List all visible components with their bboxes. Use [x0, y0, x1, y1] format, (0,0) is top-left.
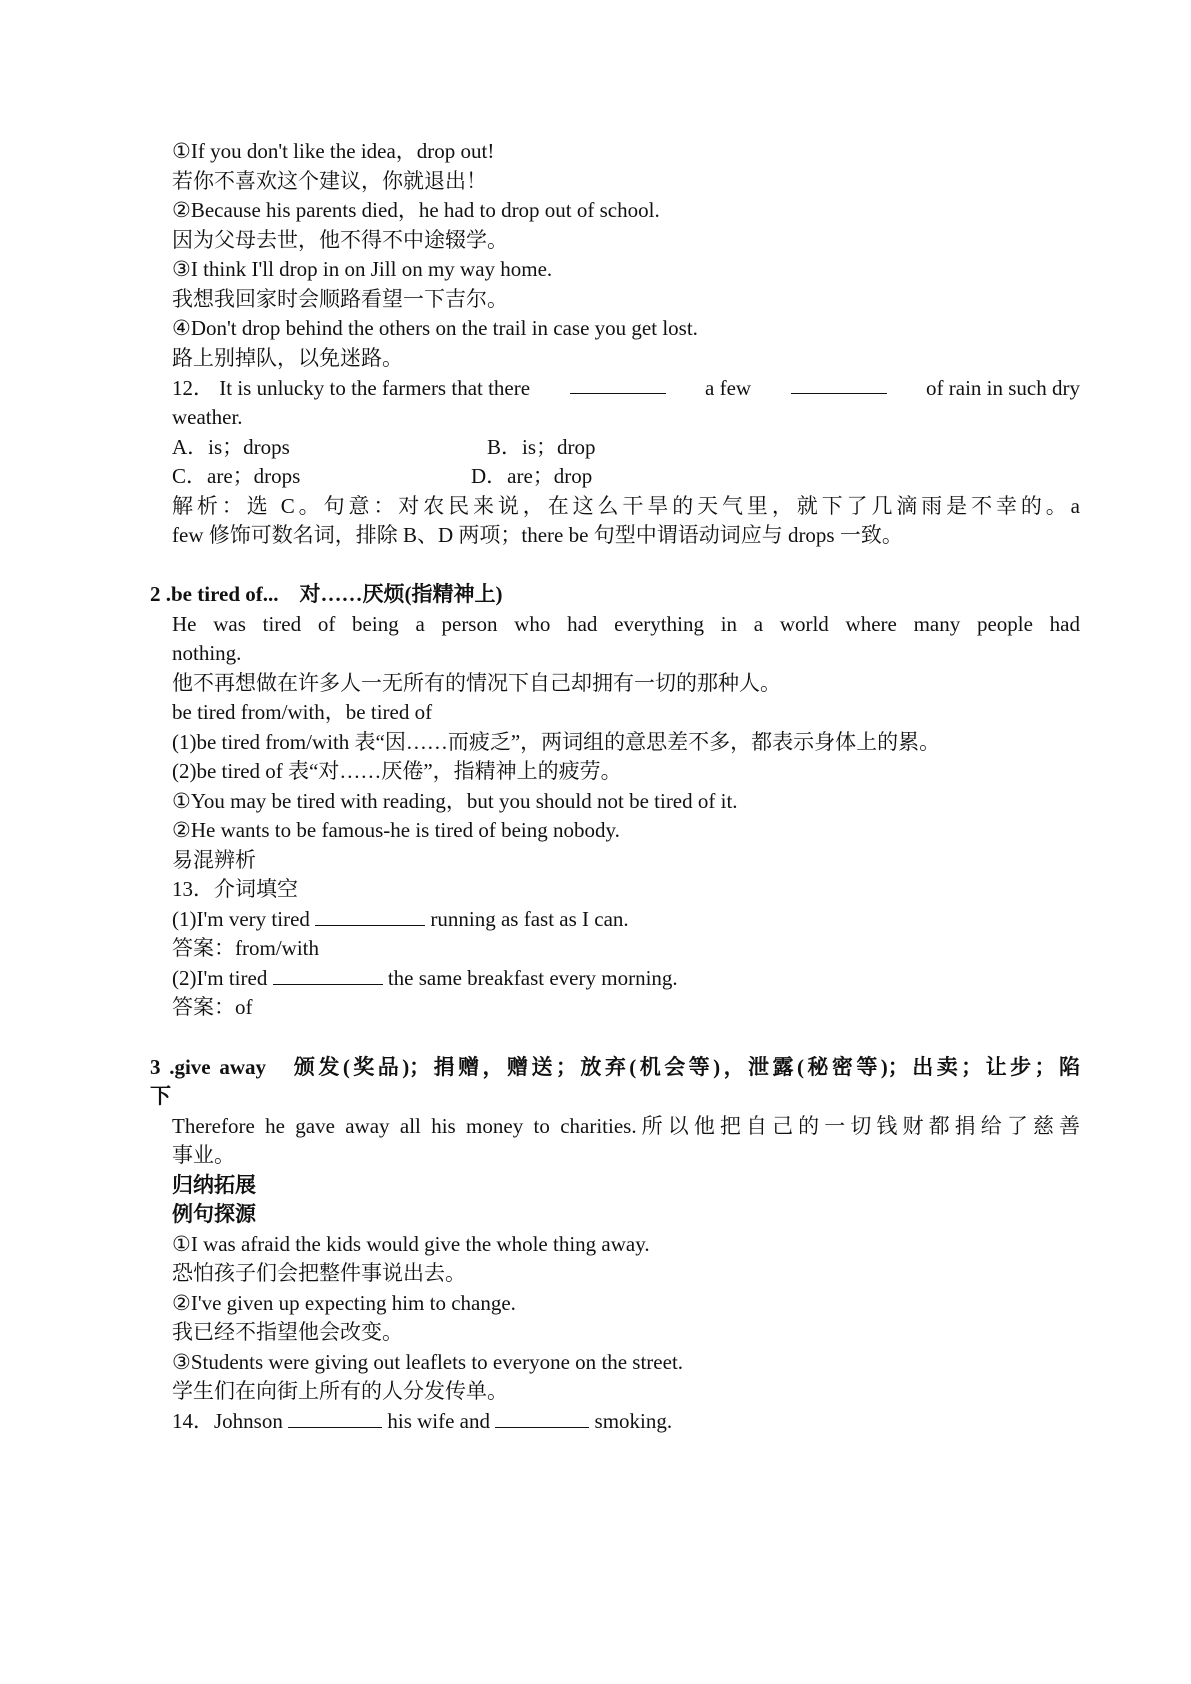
section-2-heading: 2 .be tired of... 对……厌烦(指精神上): [150, 582, 503, 606]
s2-example-en-line2: nothing.: [172, 641, 242, 665]
q13-2-after: the same breakfast every morning.: [387, 966, 678, 990]
q13-item-2: [172, 963, 1080, 993]
s3-example-1-zh: 恐怕孩子们会把整件事说出去。: [172, 1261, 466, 1285]
q13-1-blank: [315, 905, 425, 926]
s2-label: 易混辨析: [172, 848, 256, 872]
q14-part2: his wife and: [387, 1409, 491, 1433]
q12-analysis-line1: 解析：选 C。句意：对农民来说，在这么干旱的天气里，就下了几滴雨是不幸的。a: [172, 494, 1080, 518]
q14-part1: 14．Johnson: [172, 1409, 283, 1433]
q13-2-answer: 答案：of: [172, 995, 253, 1019]
example-4-zh: 路上别掉队，以免迷路。: [172, 346, 403, 370]
s3-example-3-en: ③Students were giving out leaflets to everyone on the street.: [172, 1350, 684, 1374]
example-1-en: ①If you don't like the idea，drop out!: [172, 139, 495, 163]
section-3-heading-line2: 下: [150, 1084, 171, 1108]
q14-blank-1: [288, 1407, 382, 1428]
example-3-zh: 我想我回家时会顺路看望一下吉尔。: [172, 287, 508, 311]
q13-2-before: (2)I'm tired: [172, 966, 268, 990]
s2-note-1: (1)be tired from/with 表“因……而疲乏”，两词组的意思差不多，都表示身体上的累。: [172, 730, 941, 754]
s3-label-1: 归纳拓展: [172, 1173, 256, 1197]
question-12-stem: [172, 373, 1080, 403]
q12-part2: a few: [705, 376, 752, 400]
q12-option-a: A．is；drops: [172, 435, 290, 459]
q12-option-d: D．are；drop: [471, 464, 593, 488]
s3-example-2-en: ②I've given up expecting him to change.: [172, 1291, 516, 1315]
example-2-zh: 因为父母去世，他不得不中途辍学。: [172, 228, 508, 252]
q14-part3: smoking.: [594, 1409, 673, 1433]
example-4-en: ④Don't drop behind the others on the trail in case you get lost.: [172, 316, 698, 340]
s3-label-2: 例句探源: [172, 1202, 256, 1226]
s2-compare: be tired from/with，be tired of: [172, 700, 433, 724]
q14-blank-2: [495, 1407, 589, 1428]
q12-blank-2: [791, 373, 887, 394]
question-13-title: 13．介词填空: [172, 877, 298, 901]
question-14: [172, 1406, 1080, 1436]
example-1-zh: 若你不喜欢这个建议，你就退出！: [172, 169, 487, 193]
s3-example-1-en: ①I was afraid the kids would give the whole thing away.: [172, 1232, 650, 1256]
s2-note-2: (2)be tired of 表“对……厌倦”，指精神上的疲劳。: [172, 759, 622, 783]
question-12-stem-line2: weather.: [172, 405, 243, 429]
s2-example-zh: 他不再想做在许多人一无所有的情况下自己却拥有一切的那种人。: [172, 671, 781, 695]
q13-1-before: (1)I'm very tired: [172, 907, 310, 931]
example-2-en: ②Because his parents died，he had to drop out of school.: [172, 198, 660, 222]
q12-part1: 12． It is unlucky to the farmers that there: [172, 376, 531, 400]
s3-example-3-zh: 学生们在向街上所有的人分发传单。: [172, 1379, 508, 1403]
q13-1-after: running as fast as I can.: [430, 907, 629, 931]
q12-blank-1: [570, 373, 666, 394]
section-3-heading-line1: 3 .give away 颁发(奖品)；捐赠，赠送；放弃(机会等)，泄露(秘密等)；出卖；让步；陷: [150, 1055, 1080, 1079]
s2-example-en-line1: He was tired of being a person who had everything in a world where many people had: [172, 612, 1080, 636]
s3-example-2-zh: 我已经不指望他会改变。: [172, 1320, 403, 1344]
q12-option-b: B．is；drop: [487, 435, 596, 459]
q12-option-c: C．are；drops: [172, 464, 301, 488]
s2-example-2: ②He wants to be famous-he is tired of being nobody.: [172, 818, 620, 842]
s2-example-1: ①You may be tired with reading，but you should not be tired of it.: [172, 789, 738, 813]
example-3-en: ③I think I'll drop in on Jill on my way home.: [172, 257, 553, 281]
q13-2-blank: [273, 964, 383, 985]
q13-1-answer: 答案：from/with: [172, 936, 319, 960]
q12-analysis-line2: few 修饰可数名词，排除 B、D 两项；there be 句型中谓语动词应与 drops 一致。: [172, 523, 903, 547]
s3-example-line2: 事业。: [172, 1143, 235, 1167]
q13-item-1: [172, 904, 1080, 934]
q12-part3: of rain in such dry: [926, 376, 1080, 400]
s3-example-line1: Therefore he gave away all his money to charities.所以他把自己的一切钱财都捐给了慈善: [172, 1114, 1080, 1138]
